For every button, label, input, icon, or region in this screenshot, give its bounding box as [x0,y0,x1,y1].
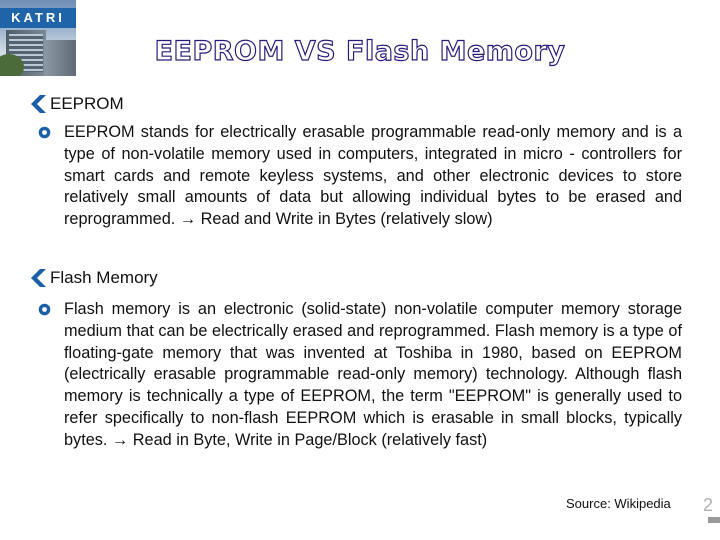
slide-title [0,36,720,67]
section-body-eeprom [38,122,682,231]
section-heading-eeprom [30,94,124,114]
source-citation: Source: Wikipedia [566,496,671,511]
section-body-flash [38,299,682,452]
chevron-left-icon [30,269,46,287]
round-bullet-icon [38,303,51,316]
logo-text: KATRI [0,8,76,28]
section-body-text: Flash memory is an electronic (solid-state) non-volatile computer memory storage medium that can be electrically erased and reprogrammed. Flash memory is a type of floating-gate memory that was invented at Toshiba in 1980, based on EEPROM (electrically erasable programmable read-only memory) technology. Although flash memory is technically a type of EEPROM, the term "EEPROM" is generally used to refer specifically to non-flash EEPROM which is erasable in small blocks, typically bytes. → Read in Byte, Write in Page/Block (relatively fast) [64,300,682,449]
section-heading-label: Flash Memory [50,268,158,287]
page-number: 2 [703,495,714,515]
page-number-bar [708,517,720,523]
section-body-text: EEPROM stands for electrically erasable programmable read-only memory and is a type of non-volatile memory used in computers, integrated in micro - controllers for smart cards and remote keyless systems, and other electronic devices to store relatively small amounts of data but allowing individual bytes to be erased and reprogrammed. → Read and Write in Bytes (relatively slow) [64,123,682,229]
chevron-left-icon [30,95,46,113]
section-heading-label: EEPROM [50,94,124,113]
slide-title-text: EEPROM VS Flash Memory [154,36,566,67]
section-heading-flash [30,268,158,288]
round-bullet-icon [38,126,51,139]
